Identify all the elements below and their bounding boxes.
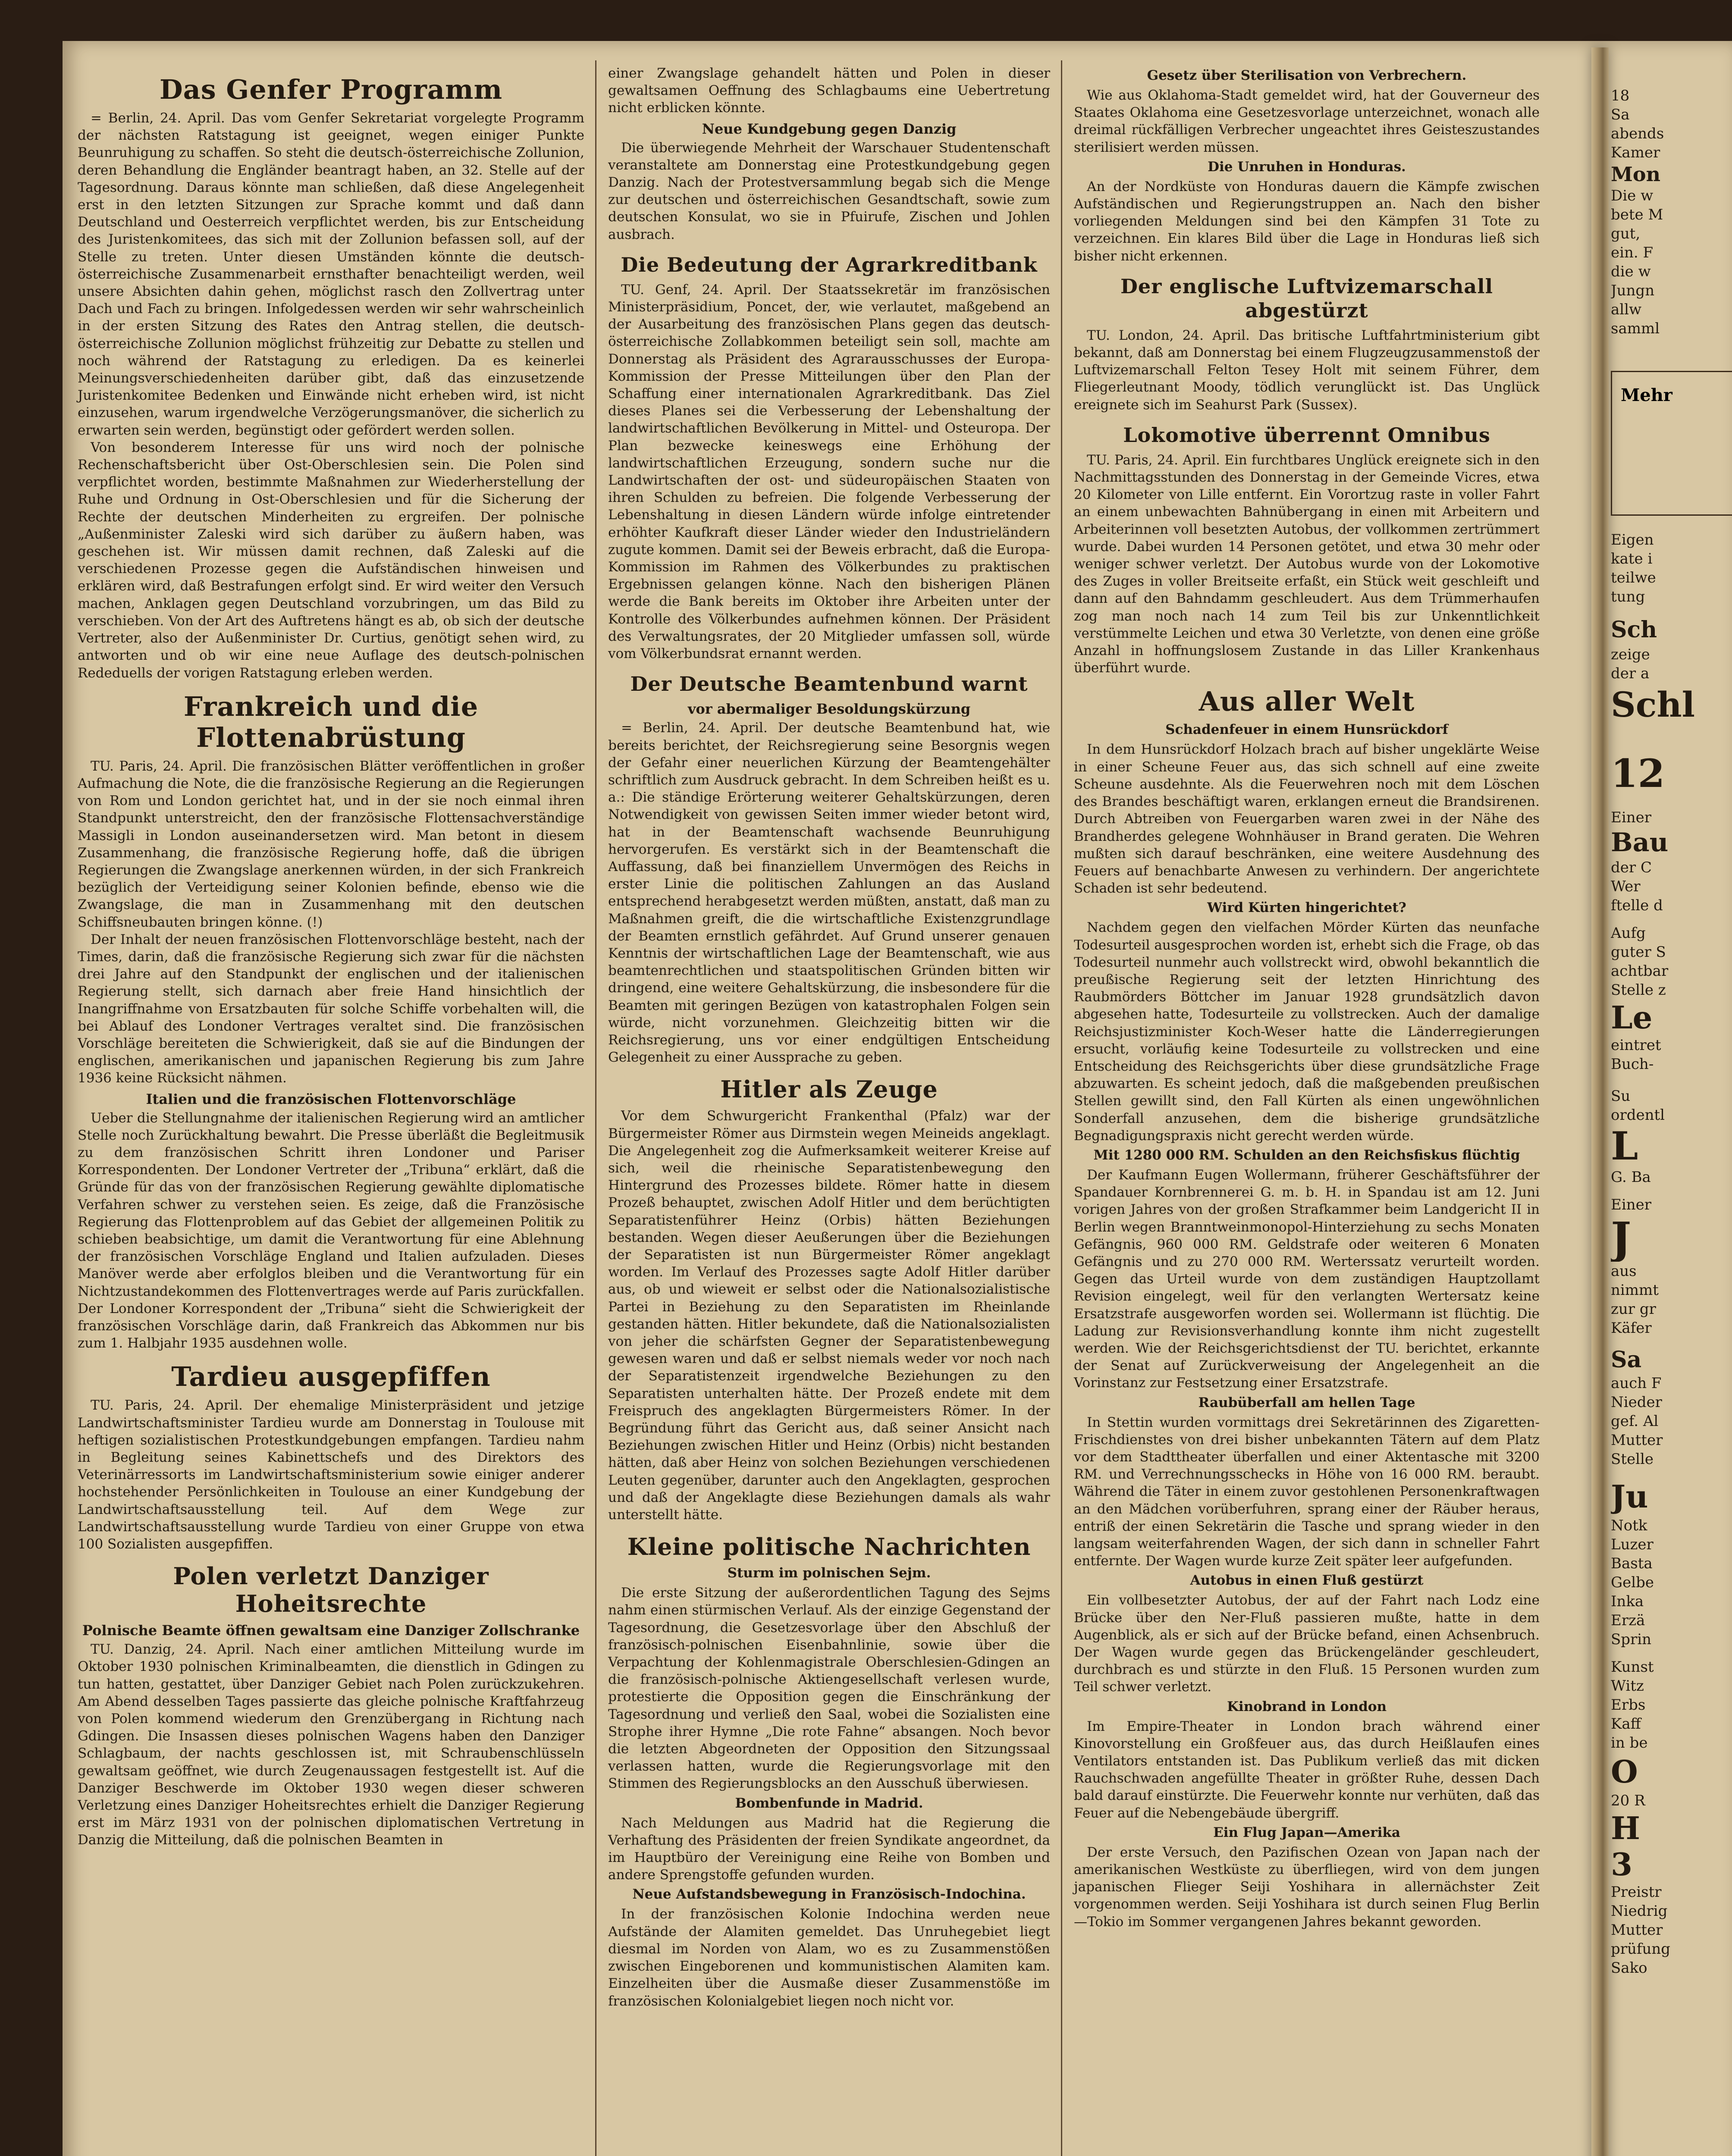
article-text: Nach Meldungen aus Madrid hat die Regierung die Verhaftung des Präsidenten der freien Syndikate angeordnet, da im Hauptbüro der Vereinigung eine Reihe von Bomben und andere Sprengstoffe gefunden wurden.: [608, 1815, 1050, 1883]
article-text: TU. London, 24. April. Das britische Luftfahrtministerium gibt bekannt, daß am Donnerstag bei einem Flugzeugzusammenstoß der Luftvizemarschall Felton Tesey Holt mit seinem Führer, dem Fliegerleutnant Moody, tödlich verunglückt ist. Das Unglück ereignete sich im Seahurst Park (Sussex).: [1074, 327, 1540, 413]
fragment-line: auch F: [1611, 1375, 1662, 1392]
fragment-line: ein. F: [1611, 244, 1654, 261]
fragment-line: gut,: [1611, 225, 1641, 242]
article-text: Die erste Sitzung der außerordentlichen Tagung des Sejms nahm einen stürmischen Verlauf. Als der einzige Gegenstand der Tagesordnung, die Gesetzesvorlage über den Abschluß der französisch-polnischen Eisenbahnlinie, sowie über die Verpachtung der Kohlenmagistrale Oberschlesien-Gdingen an die französisch-polnische Aktiengesellschaft verlesen wurde, protestierte die Opposition gegen die Einschränkung der Tagesordnung und verließ den Saal, wobei die Sozialisten eine Strophe ihrer Hymne „Die rote Fahne“ absangen. Noch bevor die letzten Abgeordneten der Opposition den Sitzungssaal verlassen hatten, wurde die Regierungsvorlage mit den Stimmen des Regierungsblocks an den Ausschuß überwiesen.: [608, 1585, 1050, 1792]
article-text: Der Kaufmann Eugen Wollermann, früherer Geschäftsführer der Spandauer Kornbrennerei G. m. b. H. in Spandau ist am 12. Juni vorigen Jahres von der großen Strafkammer beim Landgericht II in Berlin wegen Branntweinmonopol-Hinterziehung zu sechs Monaten Gefängnis, 960 000 RM. Geldstrafe oder weiteren 6 Monaten Gefängnis und zu 270 000 RM. Werterssatz verurteilt worden. Gegen das Urteil wurde von dem zuständigen Hauptzollamt Revision eingelegt, weil für den verlangten Wertersatz keine Ersatzstrafe ausgeworfen worden sei. Wollermann ist flüchtig. Die Ladung zur Revisionsverhandlung konnte ihm nicht zugestellt werden. Wie der Reichsgerichtsdienst der TU. berichtet, erkannte der Senat auf Zurückverweisung der Angelegenheit an die Vorinstanz zur Festsetzung einer Ersatzstrafe.: [1074, 1167, 1540, 1391]
fragment-line: Sa: [1611, 1347, 1642, 1373]
ad-box: [1611, 371, 1732, 516]
fragment-line: teilwe: [1611, 569, 1656, 586]
article-text: Der erste Versuch, den Pazifischen Ozean von Japan nach der amerikanischen Westküste zu überfliegen, wird von dem jungen japanischen Flieger Seiji Yoshihara in allernächster Zeit vorgenommen werden. Seiji Yoshihara ist durch seinen Flug Berlin—Tokio im Sommer vergangenen Jahres bekannt geworden.: [1074, 1844, 1540, 1930]
fragment-line: Preistr: [1611, 1883, 1662, 1901]
fragment-line: allw: [1611, 301, 1642, 318]
fragment-line: O: [1611, 1753, 1638, 1790]
headline-genfer-programm: Das Genfer Programm: [159, 74, 503, 105]
headline-danzig: Polen verletzt Danziger Hoheitsrechte: [173, 1562, 489, 1618]
fragment-line: Eigen: [1611, 531, 1654, 548]
fragment-line: L: [1611, 1125, 1638, 1168]
subheadline: Die Unruhen in Honduras.: [1208, 159, 1406, 175]
fragment-line: abends: [1611, 125, 1664, 142]
article-text: Von besonderem Interesse für uns wird noch der polnische Rechenschaftsbericht über Ost-Oberschlesien sein. Die Polen sind verpflichtet worden, bestimmte Maßnahmen zur Wiederherstellung der Ruhe und Ordnung in Ost-Oberschlesien und für die Sicherung der Rechte der deutschen Minderheiten zu ergreifen. Der polnische „Außenminister Zaleski wird sich darüber zu äußern haben, was geschehen ist. Wir müssen damit rechnen, daß Zaleski auf die verschiedenen Prozesse gegen die Aufständischen hinweisen und erklären wird, daß Bestrafungen erfolgt sind. Er wird weiter den Versuch machen, Anklagen gegen Deutschland vorzubringen, um das Bild zu verschieben. Von der Art des Auftretens hängt es ab, ob sich der deutsche Vertreter, also der Außenminister Dr. Curtius, genötigt sehen wird, zu antworten und ob wir eine neue Auflage des deutsch-polnischen Rededuells der vorigen Ratstagung erleben werden.: [78, 439, 584, 681]
article-text: TU. Paris, 24. April. Ein furchtbares Unglück ereignete sich in den Nachmittagsstunden des Donnerstag in der Gemeinde Vicres, etwa 20 Kilometer von Lille entfernt. Ein Vorortzug raste in voller Fahrt an einem unbewachten Bahnübergang in einen mit Arbeitern und Arbeiterinnen voll besetzten Autobus, der vollkommen zertrümmert wurde. Dabei wurden 14 Personen getötet, und etwa 30 mehr oder weniger schwer verletzt. Der Autobus wurde von der Lokomotive des Zuges in voller Breitseite erfaßt, ein Stück weit geschleift und dann auf den Bahndamm geschleudert. Aus dem Trümmerhaufen zog man noch nach 14 zum Teil bis zur Unkenntlichkeit verstümmelte Leichen und etwa 30 Verletzte, von denen eine größe Anzahl in hoffnungslosem Zustande in das Liller Krankenhaus überführt wurde.: [1074, 452, 1540, 676]
fragment-line: Erzä: [1611, 1612, 1645, 1629]
subheadline: Autobus in einen Fluß gestürzt: [1190, 1573, 1424, 1589]
subheadline: Neue Aufstandsbewegung in Französisch-Indochina.: [632, 1887, 1026, 1902]
fragment-line: Aufg: [1611, 924, 1646, 942]
fragment-line: Mon: [1611, 163, 1661, 186]
fragment-line: Mutter: [1611, 1432, 1663, 1449]
subheadline: Ein Flug Japan—Amerika: [1213, 1824, 1400, 1840]
article-text: Wie aus Oklahoma-Stadt gemeldet wird, hat der Gouverneur des Staates Oklahoma eine Gesetzesvorlage unterzeichnet, wonach alle dreimal rückfälligen Verbrecher ungeachtet ihres Geisteszustandes sterilisiert werden müssen.: [1074, 88, 1540, 155]
fragment-line: Inka: [1611, 1593, 1644, 1610]
fragment-line: 18: [1611, 87, 1630, 104]
fragment-line: Kunst: [1611, 1658, 1654, 1676]
fragment-line: Jungn: [1611, 282, 1655, 299]
fragment-line: Le: [1611, 1000, 1653, 1036]
article-text: = Berlin, 24. April. Das vom Genfer Sekretariat vorgelegte Programm der nächsten Ratstagung ist geeignet, wegen einiger Punkte Beunruhigung zu schaffen. So steht die deutsch-österreichische Zollunion, deren Behandlung die Engländer beantragt haben, an 32. Stelle auf der Tagesordnung. Daraus könnte man schließen, daß diese Angelegenheit erst in den letzten Sitzungen zur Sprache kommt und daß dann Deutschland und Oesterreich verpflichtet werden, bis zur Entscheidung des Juristenkomitees, das sich mit der Zollunion befassen soll, auf der Stelle zu treten. Unter diesen Umständen könnte die deutsch-österreichische Zusammenarbeit ernsthafter benachteiligt werden, weil unsere Absichten dahin gehen, möglichst rasch den Zollvertrag unter Dach und Fach zu bringen. Infolgedessen werden wir sehr wahrscheinlich in der ersten Sitzung des Rates den Antrag stellen, die deutsch-österreichische Zollunion möglichst frühzeitig zur Debatte zu stellen und noch während der Ratstagung zu erledigen. Da es keinerlei Meinungsverschiedenheiten darüber gibt, daß das einzusetzende Juristenkomitee Bedenken und Einwände nicht erheben wird, ist nicht einzusehen, warum irgendwelche Verzögerungsmanöver, die sicherlich zu erwarten sein werden, begünstigt oder gefördert werden sollen.: [78, 110, 584, 438]
fragment-line: Wer: [1611, 878, 1641, 895]
article-text: = Berlin, 24. April. Der deutsche Beamtenbund hat, wie bereits berichtet, der Reichsregierung seine Besorgnis wegen der Gefahr einer neuerlichen Kürzung der Beamtengehälter schriftlich zum Ausdruck gebracht. In dem Schreiben heißt es u. a.: Die ständige Erörterung weiterer Gehaltskürzungen, deren Notwendigkeit von gewissen Seiten immer wieder betont wird, hat in der Beamtenschaft wachsende Beunruhigung hervorgerufen. Es verstärkt sich in der Beamtenschaft die Auffassung, daß bei finanziellem Unvermögen des Reichs in erster Linie die politischen Zahlungen an das Ausland entsprechend herabgesetzt werden müßten, anstatt, daß man zu Maßnahmen greift, die die wirtschaftliche Existenzgrundlage der Beamten ernstlich gefährdet. Auf Grund unserer genauen Kenntnis der wirtschaftlichen Lage der Beamtenschaft, wie aus beamtenrechtlichen und staatspolitischen Gründen bitten wir dringend, eine weitere Gehaltskürzung, die insbesondere für die Beamten mit geringen Bezügen von katastrophalen Folgen sein würde, nicht vorzunehmen. Gleichzeitig bitten wir die Reichsregierung, uns vor einer endgültigen Entscheidung Gelegenheit zu einer Aussprache zu geben.: [608, 720, 1050, 1065]
headline-beamtenbund: Der Deutsche Beamtenbund warnt: [630, 672, 1028, 696]
subheadline: Kinobrand in London: [1227, 1698, 1387, 1714]
subheadline: Gesetz über Sterilisation von Verbrechern.: [1147, 68, 1467, 83]
fragment-line: ordentl: [1611, 1106, 1665, 1124]
headline-flottenabruestung: Frankreich und die Flottenabrüstung: [183, 690, 479, 753]
fragment-line: Luzer: [1611, 1536, 1654, 1553]
fragment-line: achtbar: [1611, 962, 1669, 980]
article-text: Ueber die Stellungnahme der italienischen Regierung wird an amtlicher Stelle noch Zurückhaltung bewahrt. Die Presse überläßt die Begleitmusik zu dem französischen Schritt ihren Londoner und Pariser Korrespondenten. Der Londoner Vertreter der „Tribuna“ erklärt, daß die Gründe für das von der französischen Regierung gewählte diplomatische Verfahren schwer zu verstehen seien. Es zeige, daß die Französische Regierung das Flottenproblem auf das Gebiet der allgemeinen Politik zu schieben beabsichtige, um damit die Verantwortung für eine Ablehnung der französischen Vorschläge England und Italien aufzuladen. Dieses Manöver werde aber erfolglos bleiben und die Verantwortung für ein Nichtzustandekommen des Flottenvertrages werde auf Paris zurückfallen. Der Londoner Korrespondent der „Tribuna“ sieht die Schwierigkeit der französischen Vorschläge darin, daß Frankreich das Abkommen nur bis zum 1. Halbjahr 1935 ausdehnen wolle.: [78, 1110, 584, 1351]
fragment-line: zur gr: [1611, 1300, 1656, 1318]
fragment-line: H: [1611, 1810, 1641, 1846]
fragment-line: Stelle z: [1611, 981, 1666, 999]
headline-kleine-nachrichten: Kleine politische Nachrichten: [627, 1533, 1031, 1561]
fragment-line: die w: [1611, 263, 1651, 280]
subheadline: Schadenfeuer in einem Hunsrückdorf: [1165, 722, 1448, 738]
article-text: Die überwiegende Mehrheit der Warschauer Studentenschaft veranstaltete am Donnerstag eine Protestkundgebung gegen Danzig. Nach der Protestversammlung begab sich die Menge zur deutschen und österreichischen Gesandtschaft, sowie zum deutschen Konsulat, wo sie in Pfuirufe, Zischen und Johlen ausbrach.: [608, 140, 1050, 242]
fragment-line: prüfung: [1611, 1940, 1671, 1958]
fragment-line: Kamer: [1611, 144, 1660, 161]
fragment-line: Ju: [1611, 1478, 1648, 1515]
headline-lokomotive: Lokomotive überrennt Omnibus: [1123, 423, 1490, 447]
fragment-line: tung: [1611, 588, 1645, 605]
fragment-line: G. Ba: [1611, 1169, 1651, 1186]
fragment-line: in be: [1611, 1734, 1648, 1752]
article-text: In dem Hunsrückdorf Holzach brach auf bisher ungeklärte Weise in einer Scheune Feuer aus, das sich schnell auf eine zweite Scheune ausdehnte. Als die Feuerwehren noch mit dem Löschen des Brandes beschäftigt waren, erklangen erneut die Brandsirenen. Durch Abtreiben von Feuergarben waren zwei in der Nähe des Brandherdes gelegene Wohnhäuser in Brand geraten. Die Wehren mußten sich darauf beschränken, eine weitere Ausdehnung des Feuers auf benachbarte Anwesen zu verhindern. Der angerichtete Schaden ist sehr bedeutend.: [1074, 742, 1540, 896]
column-1: [78, 65, 584, 1849]
fragment-line: Erbs: [1611, 1696, 1646, 1714]
article-text: Ein vollbesetzter Autobus, der auf der Fahrt nach Lodz eine Brücke über den Ner-Fluß passieren mußte, hatte in dem Augenblick, als er sich auf der Brücke befand, einen Achsenbruch. Der Wagen wurde gegen das Brückengeländer geschleudert, durchbrach es und stürzte in den Fluß. 15 Personen wurden zum Teil schwer verletzt.: [1074, 1592, 1540, 1695]
fragment-line: Kaff: [1611, 1715, 1641, 1733]
subheadline: Mit 1280 000 RM. Schulden an den Reichsfiskus flüchtig: [1093, 1147, 1520, 1163]
fragment-line: 12: [1611, 751, 1665, 796]
headline-luftvizemarschall: Der englische Luftvizemarschall abgestürzt: [1120, 274, 1494, 322]
subheadline: Bombenfunde in Madrid.: [735, 1795, 923, 1811]
fragment-line: gef. Al: [1611, 1413, 1659, 1430]
article-text: An der Nordküste von Honduras dauern die Kämpfe zwischen Aufständischen und Regierungstruppen an. Nach den bisher vorliegenden Meldungen sind bei den Kämpfen 31 Tote zu verzeichnen. Ein klares Bild über die Lage in Honduras ließ sich bisher nicht erkennen.: [1074, 179, 1540, 264]
fragment-line: 20 R: [1611, 1792, 1645, 1809]
headline-agrarkreditbank: Die Bedeutung der Agrarkreditbank: [621, 253, 1038, 276]
article-text: In der französischen Kolonie Indochina werden neue Aufstände der Alamiten gemeldet. Das Unruhegebiet liegt diesmal im Norden von Alam, wo es zu Zusammenstößen zwischen Eingeborenen und kommunistischen Alamiten kam. Einzelheiten über die Ausmaße dieser Zusammenstöße im französischen Kolonialgebiet liegen noch nicht vor.: [608, 1906, 1050, 2009]
fragment-line: 3: [1611, 1846, 1633, 1883]
column-rule: [595, 60, 596, 2156]
fragment-line: samml: [1611, 320, 1660, 337]
subheadline: Wird Kürten hingerichtet?: [1207, 900, 1406, 916]
fragment-line: nimmt: [1611, 1282, 1659, 1299]
article-text: In Stettin wurden vormittags drei Sekretärinnen des Zigaretten-Frischdienstes von drei bisher unbekannten Tätern auf dem Platz vor dem Stadttheater überfallen und einer Aktentasche mit 3200 RM. und Verrechnungsschecks in Höhe von 16 000 RM. beraubt. Während die Täter in einem zuvor gestohlenen Personenkraftwagen an den Mädchen vorüberfuhren, sprang einer der Räuber heraus, entriß der einen Sekretärin die Tasche und sprang wieder in den langsam weiterfahrenden Wagen, der sich dann in schneller Fahrt entfernte. Der Wagen wurde kurze Zeit später leer aufgefunden.: [1074, 1414, 1540, 1569]
adjoining-page-fragment: [1611, 86, 1732, 338]
fragment-line: Sako: [1611, 1959, 1647, 1977]
fragment-line: kate i: [1611, 550, 1653, 567]
fragment-line: Sa: [1611, 106, 1630, 123]
fragment-line: Notk: [1611, 1517, 1647, 1534]
fragment-line: Die w: [1611, 187, 1654, 204]
ad-text: Mehr: [1621, 385, 1672, 405]
subheadline: Italien und die französischen Flottenvorschläge: [146, 1091, 516, 1107]
fragment-line: eintret: [1611, 1037, 1661, 1054]
fragment-line: guter S: [1611, 943, 1666, 961]
fragment-line: ftelle d: [1611, 897, 1663, 914]
fragment-line: Einer: [1611, 809, 1651, 826]
fragment-line: aus: [1611, 1263, 1637, 1280]
fragment-line: der a: [1611, 665, 1650, 682]
fragment-line: Stelle: [1611, 1451, 1654, 1468]
fragment-line: Niedrig: [1611, 1902, 1668, 1920]
fragment-line: Nieder: [1611, 1394, 1662, 1411]
fragment-line: Basta: [1611, 1555, 1653, 1572]
fragment-line: Mutter: [1611, 1921, 1663, 1939]
fragment-line: Bau: [1611, 827, 1669, 858]
headline-tardieu: Tardieu ausgepfiffen: [171, 1361, 491, 1393]
fragment-line: der C: [1611, 859, 1652, 876]
column-3: [1074, 65, 1540, 1930]
fragment-line: Käfer: [1611, 1319, 1652, 1337]
article-text: einer Zwangslage gehandelt hätten und Polen in dieser gewaltsamen Oeffnung des Schlagbaums eine Uebertretung nicht erblicken könnte.: [608, 66, 1050, 116]
fragment-line: Schl: [1611, 684, 1695, 725]
fragment-line: zeige: [1611, 646, 1650, 663]
subheadline: Neue Kundgebung gegen Danzig: [702, 120, 957, 137]
column-rule: [1061, 60, 1062, 2156]
fragment-line: Sprin: [1611, 1631, 1652, 1648]
subheadline: Polnische Beamte öffnen gewaltsam eine Danziger Zollschranke: [82, 1622, 580, 1639]
article-text: Nachdem gegen den vielfachen Mörder Kürten das neunfache Todesurteil ausgesprochen worden ist, erhebt sich die Frage, ob das Todesurteil nunmehr auch vollstreckt wird, obwohl bekanntlich die preußische Regierung seit der letzten Hinrichtung des Raubmörders Böttcher im Januar 1928 grundsätzlich davon abgesehen hatte, Todesurteile zu vollstrecken. Auch der damalige Reichsjustizminister Koch-Weser hatte die Länderregierungen ersucht, vorläufig keine Todesurteile zu vollstrecken und eine Entscheidung des Reichsgerichts über diese grundsätzliche Frage abzuwarten. Es scheint jedoch, daß die maßgebenden preußischen Stellen gewillt sind, den Fall Kürten als einen ungewöhnlichen Sonderfall anzusehen, dem die bisherige grundsätzliche Begnadigungspraxis nicht gerecht werden würde.: [1074, 920, 1540, 1144]
article-text: Der Inhalt der neuen französischen Flottenvorschläge besteht, nach der Times, darin, daß die französische Regierung sich zwar für die nächsten drei Jahre auf den Standpunkt der englischen und der italienischen Regierung stellt, sich darnach aber freie Hand hinsichtlich der Inangriffnahme von Ersatzbauten für solche Schiffe vorbehalten will, die bei Ablauf des Londoner Vertrages veraltet sind. Die französischen Vorschläge bereiteten die Schwierigkeit, daß sie auf die Bindungen der englischen, amerikanischen und japanischen Regierung bis zum Jahre 1936 keine Rücksicht nähmen.: [78, 931, 584, 1086]
fragment-line: Buch-: [1611, 1056, 1654, 1073]
article-text: Im Empire-Theater in London brach während einer Kinovorstellung ein Großfeuer aus, das durch Heißlaufen eines Ventilators entstanden ist. Das Publikum verließ das mit dicken Rauchschwaden angefüllte Theater in größter Ruhe, dessen Dach bald darauf einstürzte. Die Feuerwehr konnte nur verhüten, daß das Feuer auf die Nebengebäude übergriff.: [1074, 1718, 1540, 1821]
column-2: [608, 65, 1050, 2010]
fragment-line: Einer: [1611, 1196, 1651, 1213]
adjoining-page-fragment: [1611, 530, 1732, 1977]
fragment-line: Witz: [1611, 1677, 1644, 1695]
fragment-line: J: [1611, 1214, 1632, 1262]
article-text: TU. Paris, 24. April. Der ehemalige Ministerpräsident und jetzige Landwirtschaftsminister Tardieu wurde am Donnerstag in Toulouse mit heftigen sozialistischen Protestkundgebungen empfangen. Tardieu nahm in Begleitung seines Kabinettschefs und des Direktors des Veterinärressorts im Landwirtschaftsministerium sowie einiger anderer hochstehender Persönlichkeiten in Toulouse an einer Kundgebung der Landwirtschaftsausstellung teil. Auf dem Wege zur Landwirtschaftsausstellung wurde Tardieu von einer Gruppe von etwa 100 Sozialisten ausgepfiffen.: [78, 1398, 584, 1552]
headline-hitler-zeuge: Hitler als Zeuge: [720, 1075, 938, 1103]
subheadline: vor abermaliger Besoldungskürzung: [687, 701, 971, 718]
fragment-line: Sch: [1611, 617, 1657, 643]
subheadline: Sturm im polnischen Sejm.: [727, 1565, 931, 1581]
article-text: TU. Danzig, 24. April. Nach einer amtlichen Mitteilung wurde im Oktober 1930 polnischen Kriminalbeamten, die dienstlich in Gdingen zu tun hatten, gestattet, über Danziger Gebiet nach Polen zurückzukehren. Am Abend desselben Tages passierte das gleiche polnische Kraftfahrzeug von Polen kommend wiederum den Grenzübergang in Richtung nach Gdingen. Die Insassen dieses polnischen Wagens haben den Danziger Schlagbaum, der nachts geschlossen ist, mit Schraubenschlüsseln gewaltsam geöffnet, wie durch Zeugenaussagen festgestellt ist. Auf die Danziger Beschwerde im Oktober 1930 wegen dieser schweren Verletzung eines Danziger Hoheitsrechtes erhielt die Danziger Regierung erst im März 1931 von der polnischen diplomatischen Vertretung in Danzig die Mitteilung, daß die polnischen Beamten in: [78, 1642, 584, 1848]
article-text: TU. Genf, 24. April. Der Staatssekretär im französischen Ministerpräsidium, Poncet, der, wie verlautet, maßgebend an der Ausarbeitung des französischen Plans gegen das deutsch-österreichische Zollabkommen beteiligt sein soll, machte am Donnerstag als Präsident des Agrarausschusses der Europa-Kommission der Presse Mitteilungen über den Plan der Schaffung einer internationalen Agrarkreditbank. Das Ziel dieses Planes sei die Verbesserung der Lebenshaltung der landwirtschaftlichen Bevölkerung in Mittel- und Osteuropa. Der Plan bezwecke keineswegs eine Erhöhung der landwirtschaftlichen Erzeugung, sondern suche nur die Landwirtschaften der ost- und südeuropäischen Staaten von ihren Schulden zu befreien. Die folgende Verbesserung der Lebenshaltung in diesen Ländern würde infolge eintretender erhöhter Kaufkraft dieser Länder wieder den Industrieländern zugute kommen. Damit sei der Beweis erbracht, daß die Europa-Kommission im Rahmen des Völkerbundes zu praktischen Ergebnissen gelangen könne. Nach den bisherigen Plänen werde die Bank bereits im Oktober ihre Arbeiten unter der Kontrolle des Völkerbundes aufnehmen können. Der Präsident des Verwaltungsrates, der 20 Mitglieder umfassen soll, würde vom Völkerbundsrat ernannt werden.: [608, 282, 1050, 662]
article-text: Vor dem Schwurgericht Frankenthal (Pfalz) war der Bürgermeister Römer aus Dirmstein wegen Meineids angeklagt. Die Angelegenheit zog die Aufmerksamkeit weiterer Kreise auf sich, weil die rheinische Separatistenbewegung den Hintergrund des Prozesses bildete. Römer hatte in diesem Prozeß behauptet, zwischen Adolf Hitler und dem berüchtigten Separatistenführer Heinz (Orbis) hätten Beziehungen bestanden. Wegen dieser Aeußerungen über die Beziehungen der Separatisten ist nun Bürgermeister Römer angeklagt worden. Im Verlauf des Prozesses sagte Adolf Hitler darüber aus, ob und wieweit er selbst oder die Nationalsozialistische Partei in Beziehung zu den Separatisten im Rheinlande gestanden hätten. Hitler bekundete, daß die Nationalsozialisten von jeher die schärfsten Gegner der Separatistenbewegung gewesen waren und daß er selbst niemals weder vor noch nach der Separatistenzeit irgendwelche Beziehungen zu den Separatisten unterhalten hätte. Der Prozeß endete mit dem Freispruch des angeklagten Bürgermeisters Römer. In der Begründung führt das Gericht aus, daß seiner Ansicht nach Beziehungen zwischen Hitler und Heinz (Orbis) nicht bestanden hätten, daß aber Heinz von solchen Beziehungen verschiedenen Leuten gegenüber, darunter auch den Angeklagten, gesprochen und daß der Angeklagte diese Beziehungen damals als wahr unterstellt hätte.: [608, 1108, 1050, 1523]
page-fold: [1591, 47, 1609, 2156]
fragment-line: Gelbe: [1611, 1574, 1654, 1591]
fragment-line: Su: [1611, 1087, 1631, 1105]
headline-aus-aller-welt: Aus aller Welt: [1199, 686, 1415, 718]
article-text: TU. Paris, 24. April. Die französischen Blätter veröffentlichen in großer Aufmachung die Note, die die französische Regierung an die Regierungen von Rom und London gerichtet hat, und in der sie noch einmal ihren Standpunkt unterstreicht, den der französische Flottensachverständige Massigli in London auseinandersetzen wird. Man betont in diesem Zusammenhang, die französische Regierung hoffe, daß die übrigen Regierungen die Zwangslage anerkennen würden, in der sich Frankreich bezüglich der Verteidigung seiner Kolonien befinde, ebenso wie die Zwangslage, die man in Zusammenhang mit den deutschen Schiffsneubauten bringen könne. (!): [78, 758, 584, 930]
subheadline: Raubüberfall am hellen Tage: [1198, 1395, 1415, 1410]
fragment-line: bete M: [1611, 206, 1663, 223]
